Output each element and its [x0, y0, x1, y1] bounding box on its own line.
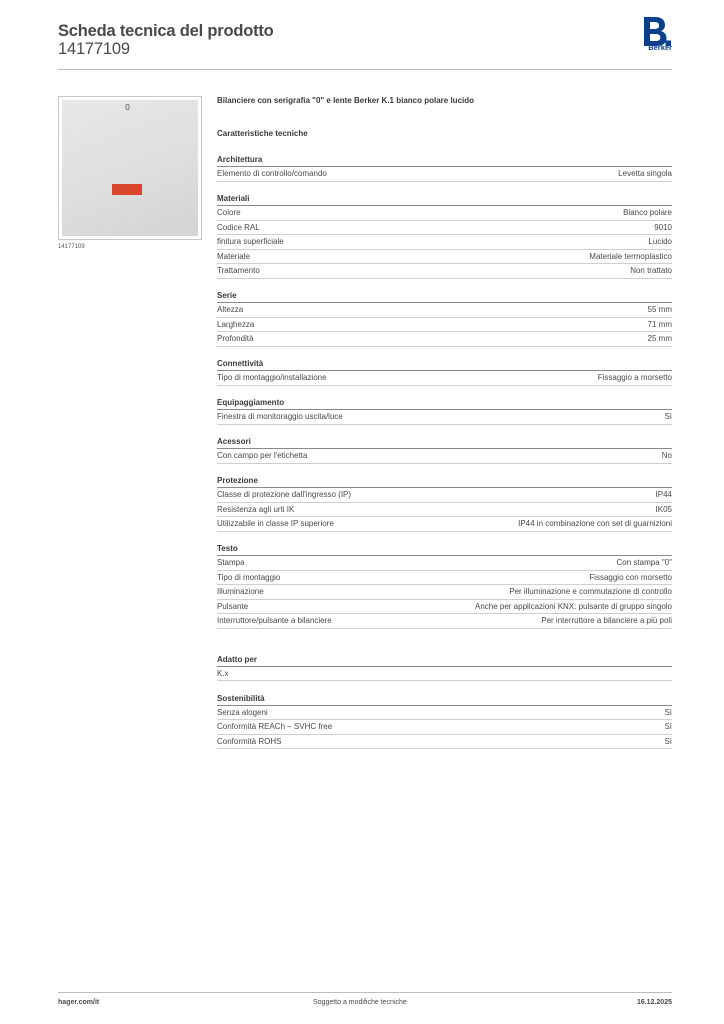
- spec-label: Con campo per l'etichetta: [217, 451, 308, 460]
- spec-label: Materiale: [217, 251, 250, 261]
- rocker-face: [62, 100, 198, 236]
- section-title: Adatto per: [217, 653, 672, 667]
- spec-label: finitura superficiale: [217, 237, 284, 246]
- red-lens: [112, 184, 142, 195]
- product-code: 14177109: [58, 40, 130, 58]
- spec-label: Finestra di monitoraggio uscita/luce: [217, 412, 343, 421]
- spec-row: [217, 667, 672, 682]
- spec-row: [217, 517, 672, 532]
- section-sostenibilita: [217, 692, 672, 750]
- spec-label: Conformità ROHS: [217, 736, 282, 746]
- spec-label: Elemento di controllo/comando: [217, 169, 327, 178]
- spec-value: No: [661, 451, 672, 460]
- document-title: Scheda tecnica del prodotto: [58, 22, 274, 40]
- spec-label: Larghezza: [217, 319, 255, 329]
- spec-row: [217, 206, 672, 221]
- section-title: Connettività: [217, 357, 672, 371]
- spec-content: [217, 94, 672, 749]
- spec-row: [217, 264, 672, 279]
- section-connettivita: [217, 357, 672, 386]
- spec-row: [217, 235, 672, 250]
- spec-value: Bianco polare: [623, 208, 672, 217]
- spec-label: Altezza: [217, 305, 244, 314]
- spec-label: Tipo di montaggio: [217, 572, 281, 582]
- section-title: Testo: [217, 542, 672, 556]
- spec-row: [217, 706, 672, 721]
- tech-features-title: Caratteristiche tecniche: [217, 129, 308, 138]
- product-name: Bilanciere con serigrafia "0" e lente Berker K.1 bianco polare lucido: [217, 96, 475, 105]
- spec-row: [217, 303, 672, 318]
- section-title: Protezione: [217, 474, 672, 488]
- spec-label: Interruttore/pulsante a bilanciere: [217, 616, 332, 625]
- product-image: [58, 96, 202, 240]
- spec-row: [217, 449, 672, 464]
- section-title: Acessori: [217, 435, 672, 449]
- spec-label: Colore: [217, 208, 241, 217]
- spec-label: K.x: [217, 668, 229, 678]
- spec-row: [217, 720, 672, 735]
- spec-label: Pulsante: [217, 601, 249, 611]
- spec-row: [217, 318, 672, 333]
- page-footer: [58, 992, 672, 1012]
- spec-row: [217, 585, 672, 600]
- spec-label: Classe di protezione dall'ingresso (IP): [217, 490, 352, 499]
- spec-label: Conformità REACh – SVHC free: [217, 722, 333, 731]
- section-protezione: [217, 474, 672, 532]
- spec-row: [217, 556, 672, 571]
- spec-value: 9010: [654, 222, 672, 232]
- footer-website: hager.com/it: [58, 999, 100, 1006]
- spec-row: [217, 332, 672, 347]
- spec-label: Utilizzabile in classe IP superiore: [217, 519, 334, 528]
- section-title: Architettura: [217, 153, 672, 167]
- section-materiali: [217, 192, 672, 279]
- spec-value: 71 mm: [647, 319, 672, 329]
- spec-row: [217, 600, 672, 615]
- spec-value: IP44: [655, 490, 672, 499]
- spec-label: Stampa: [217, 558, 245, 567]
- spec-value: Per interruttore a bilanciere a più poli: [541, 616, 672, 625]
- section-title: Equipaggiamento: [217, 396, 672, 410]
- spec-value: Fissaggio a morsetto: [597, 373, 672, 382]
- footer-note: Soggetto a modifiche tecniche: [313, 999, 407, 1006]
- section-architettura: [217, 153, 672, 182]
- spec-label: Codice RAL: [217, 222, 260, 232]
- spec-value: Per illuminazione e commutazione di controllo: [509, 587, 672, 596]
- footer-date: 16.12.2025: [636, 999, 672, 1006]
- spec-value: Fissaggio con morsetto: [589, 572, 672, 582]
- spec-value: Materiale termoplastico: [589, 251, 672, 261]
- logo-wordmark: Berker: [648, 43, 672, 52]
- spec-value: Anche per applicazioni KNX: pulsante di gruppo singolo: [474, 601, 672, 611]
- image-caption: 14177109: [58, 244, 85, 250]
- spec-value: Sì: [664, 736, 672, 746]
- spec-value: Sì: [664, 722, 672, 731]
- spec-label: Profondità: [217, 334, 254, 343]
- section-accessori: [217, 435, 672, 464]
- section-title: Materiali: [217, 192, 672, 206]
- spec-row: [217, 221, 672, 236]
- spec-row: [217, 735, 672, 750]
- spec-value: 25 mm: [647, 334, 672, 343]
- spec-label: Resistenza agli urti IK: [217, 504, 295, 514]
- section-equipaggiamento: [217, 396, 672, 425]
- spec-value: Lucido: [648, 237, 672, 246]
- spec-value: IP44 in combinazione con set di guarnizioni: [518, 519, 672, 528]
- section-serie: [217, 289, 672, 347]
- spec-value: Levetta singola: [618, 169, 672, 178]
- spec-row: [217, 503, 672, 518]
- spec-value: Non trattato: [630, 266, 672, 275]
- spec-row: [217, 488, 672, 503]
- section-testo: [217, 542, 672, 629]
- spec-label: Trattamento: [217, 266, 260, 275]
- spec-row: [217, 614, 672, 629]
- spec-row: [217, 410, 672, 425]
- section-adatto-per: [217, 653, 672, 682]
- spec-label: Senza alogeni: [217, 707, 268, 717]
- spec-label: Tipo di montaggio/installazione: [217, 373, 327, 382]
- spec-value: IK05: [655, 504, 672, 514]
- spec-row: [217, 571, 672, 586]
- spec-row: [217, 371, 672, 386]
- spec-value: Con stampa "0": [616, 558, 672, 567]
- spec-row: [217, 167, 672, 182]
- spec-value: Sì: [664, 707, 672, 717]
- spec-row: [217, 250, 672, 265]
- section-title: Sostenibilità: [217, 692, 672, 706]
- spec-value: 55 mm: [647, 305, 672, 314]
- spec-label: Illuminazione: [217, 587, 264, 596]
- spec-value: Sì: [664, 412, 672, 421]
- rocker-print-mark: 0: [125, 103, 131, 112]
- section-title: Serie: [217, 289, 672, 303]
- page-header: [58, 20, 672, 70]
